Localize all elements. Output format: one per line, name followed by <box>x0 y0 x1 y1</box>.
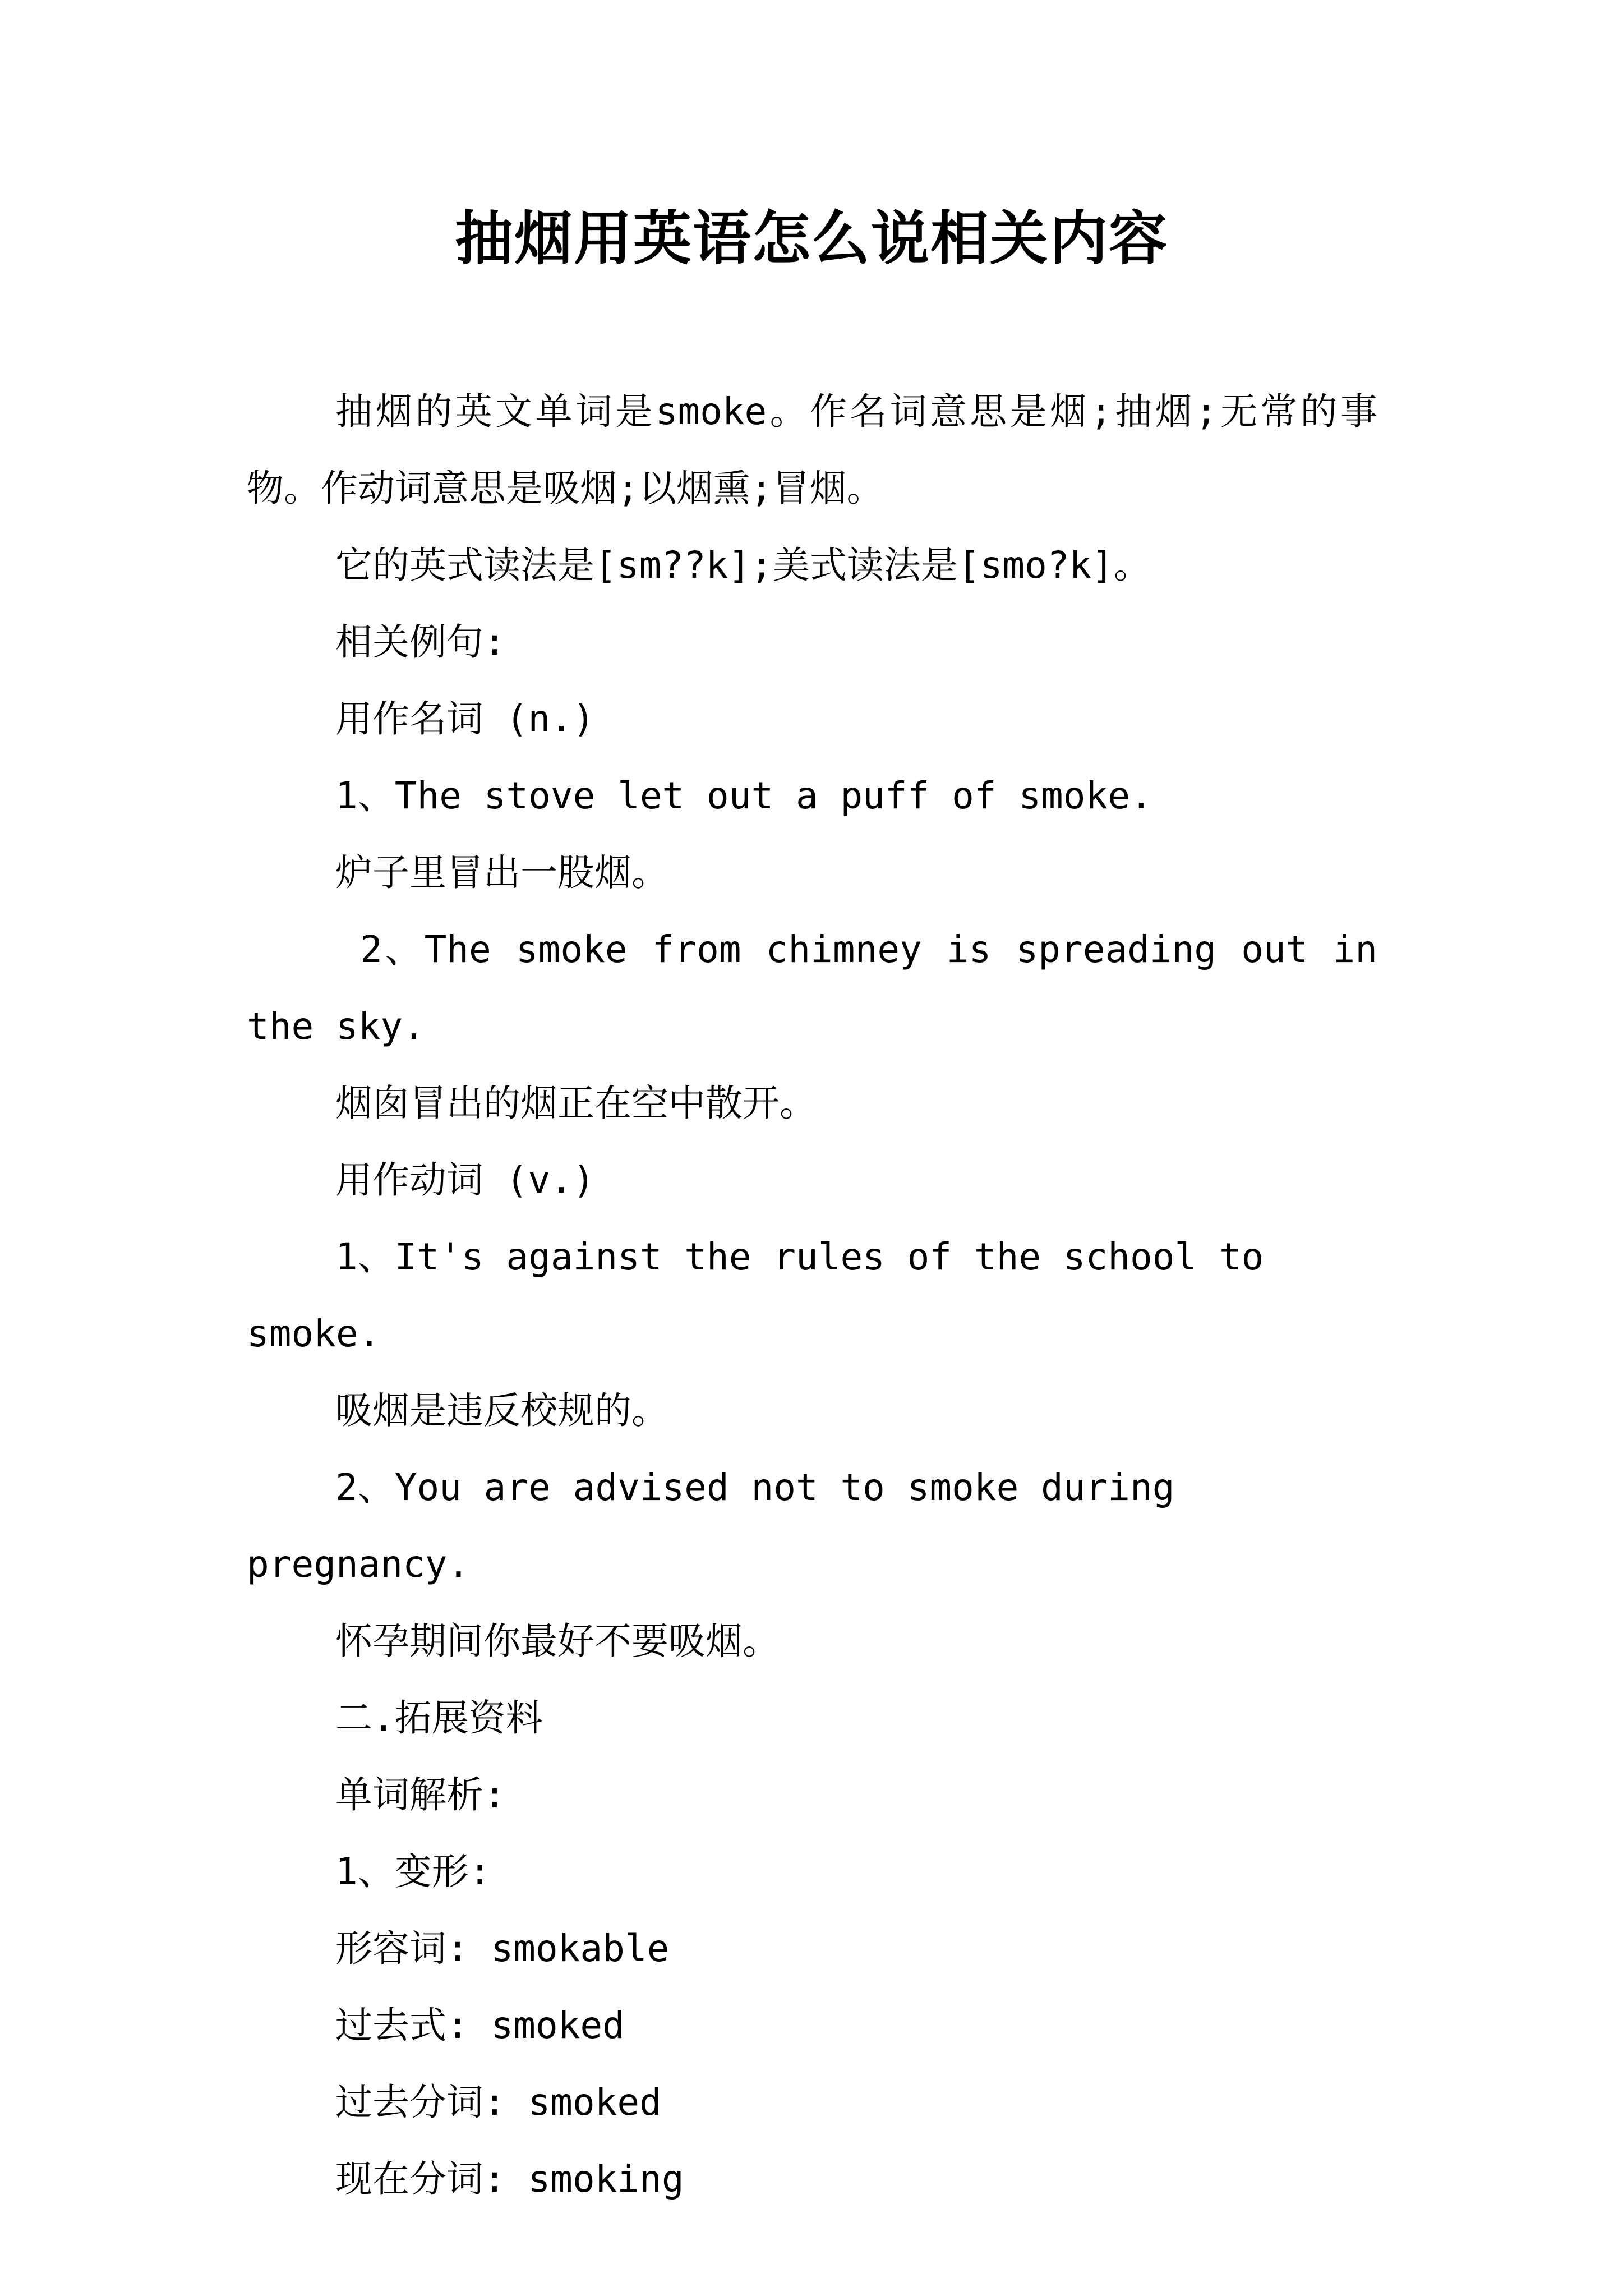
heading-word-forms: 1、变形: <box>335 1850 491 1893</box>
word-form-past-tense: 过去式: smoked <box>335 2004 625 2047</box>
paragraph-definition: 抽烟的英文单词是smoke。作名词意思是烟;抽烟;无常的事物。作动词意思是吸烟;以烟熏;冒烟。 <box>247 390 1377 510</box>
verb-example-2-en: 2、You are advised not to smoke during pregnancy. <box>247 1466 1197 1586</box>
paragraph-pronunciation: 它的英式读法是[sm??k];美式读法是[smo?k]。 <box>335 544 1151 587</box>
heading-noun-usage: 用作名词 (n.) <box>335 697 595 740</box>
word-form-present-participle: 现在分词: smoking <box>335 2157 684 2201</box>
heading-related-examples: 相关例句: <box>335 620 506 664</box>
word-form-adjective: 形容词: smokable <box>335 1927 670 1970</box>
heading-verb-usage: 用作动词 (v.) <box>335 1158 595 1202</box>
document-title: 抽烟用英语怎么说相关内容 <box>454 204 1168 273</box>
verb-example-1-zh: 吸烟是违反校规的。 <box>335 1389 668 1432</box>
heading-extended-material: 二.拓展资料 <box>335 1696 543 1740</box>
noun-example-1-zh: 炉子里冒出一股烟。 <box>335 851 668 894</box>
word-form-past-participle: 过去分词: smoked <box>335 2081 662 2124</box>
document-body <box>247 373 1400 2217</box>
verb-example-2-zh: 怀孕期间你最好不要吸烟。 <box>335 1619 780 1663</box>
verb-example-1-en: 1、It's against the rules of the school to smoke. <box>247 1235 1287 1355</box>
noun-example-1-en: 1、The stove let out a puff of smoke. <box>335 774 1152 817</box>
noun-example-2-en: 2、The smoke from chimney is spreading out in the sky. <box>247 928 1400 1048</box>
noun-example-2-zh: 烟囱冒出的烟正在空中散开。 <box>335 1082 817 1125</box>
heading-word-analysis: 单词解析: <box>335 1773 506 1816</box>
